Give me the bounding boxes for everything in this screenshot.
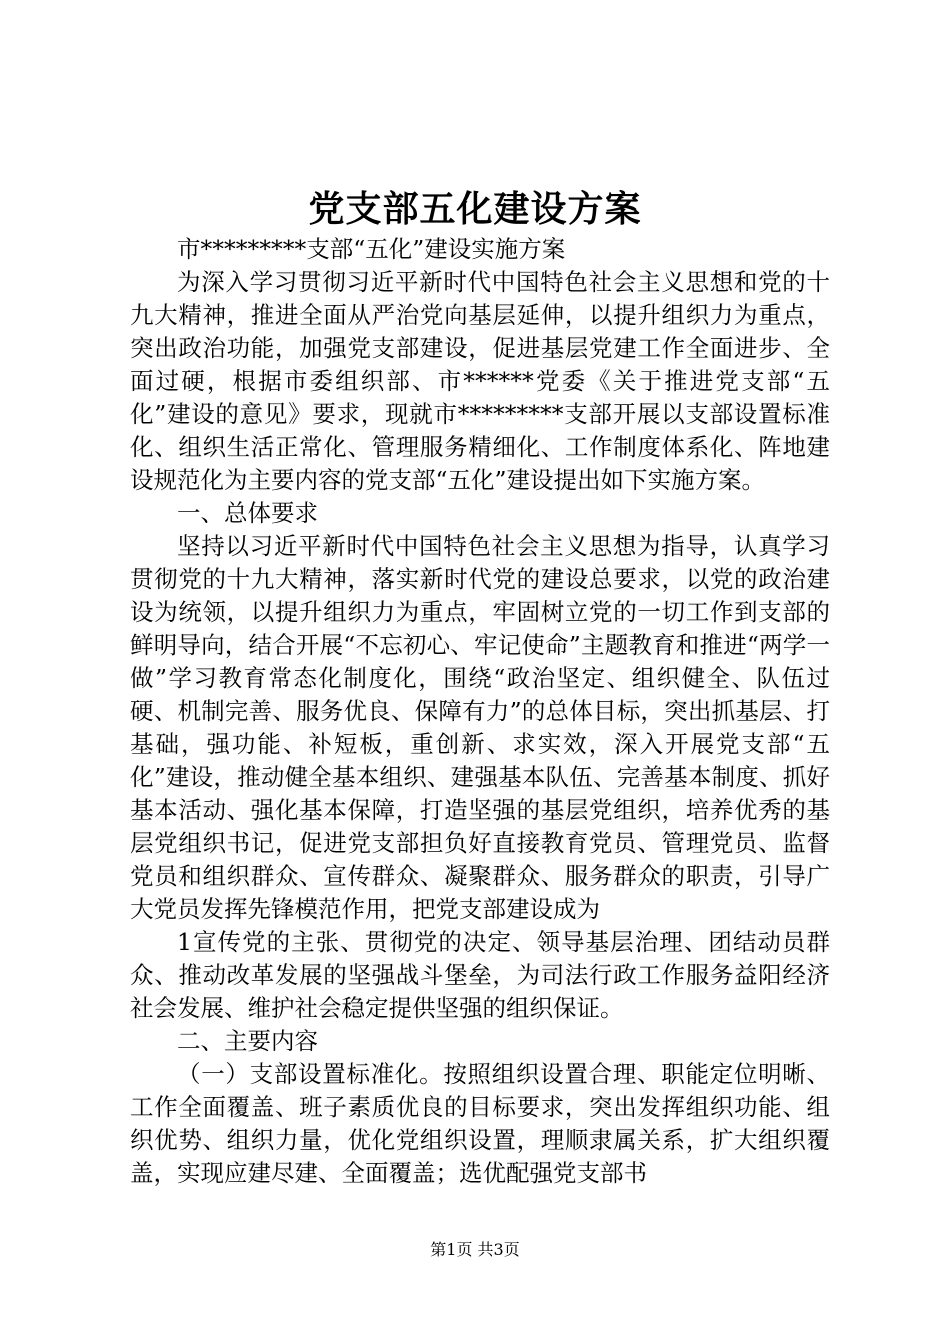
content-item-1-paragraph: （一）支部设置标准化。按照组织设置合理、职能定位明晰、工作全面覆盖、班子素质优良的目标要求，突出发挥组织功能、组织优势、组织力量，优化党组织设置，理顺隶属关系，扩大组织覆盖，实现应建尽建、全面覆盖；选优配强党支部书 — [130, 1060, 830, 1187]
document-body — [130, 233, 830, 1190]
intro-paragraph: 为深入学习贯彻习近平新时代中国特色社会主义思想和党的十九大精神，推进全面从严治党向基层延伸，以提升组织力为重点，突出政治功能，加强党支部建设，促进基层党建工作全面进步、全面过硬，根据市委组织部、市******党委《关于推进党支部“五化”建设的意见》要求，现就市*********支部开展以支部设置标准化、组织生活正常化、管理服务精细化、工作制度体系化、阵地建设规范化为主要内容的党支部“五化”建设提出如下实施方案。 — [130, 268, 830, 494]
general-requirements-paragraph: 坚持以习近平新时代中国特色社会主义思想为指导，认真学习贯彻党的十九大精神，落实新时代党的建设总要求，以党的政治建设为统领，以提升组织力为重点，牢固树立党的一切工作到支部的鲜明导向，结合开展“不忘初心、牢记使命”主题教育和推进“两学一做”学习教育常态化制度化，围绕“政治坚定、组织健全、队伍过硬、机制完善、服务优良、保障有力”的总体目标，突出抓基层、打基础，强功能、补短板，重创新、求实效，深入开展党支部“五化”建设，推动健全基本组织、建强基本队伍、完善基本制度、抓好基本活动、强化基本保障，打造坚强的基层党组织，培养优秀的基层党组织书记，促进党支部担负好直接教育党员、管理党员、监督党员和组织群众、宣传群众、凝聚群众、服务群众的职责，引导广大党员发挥先锋模范作用，把党支部建设成为 — [130, 532, 830, 923]
document-title: 党支部五化建设方案 — [308, 188, 642, 230]
section-heading-content: 二、主要内容 — [177, 1027, 318, 1055]
page-footer: 第1页 共3页 — [430, 1240, 520, 1259]
section-heading-general: 一、总体要求 — [177, 499, 318, 527]
goal-paragraph: 1宣传党的主张、贯彻党的决定、领导基层治理、团结动员群众、推动改革发展的坚强战斗堡垒，为司法行政工作服务益阳经济社会发展、维护社会稳定提供坚强的组织保证。 — [130, 928, 830, 1022]
subtitle-paragraph: 市*********支部“五化”建设实施方案 — [177, 235, 566, 263]
